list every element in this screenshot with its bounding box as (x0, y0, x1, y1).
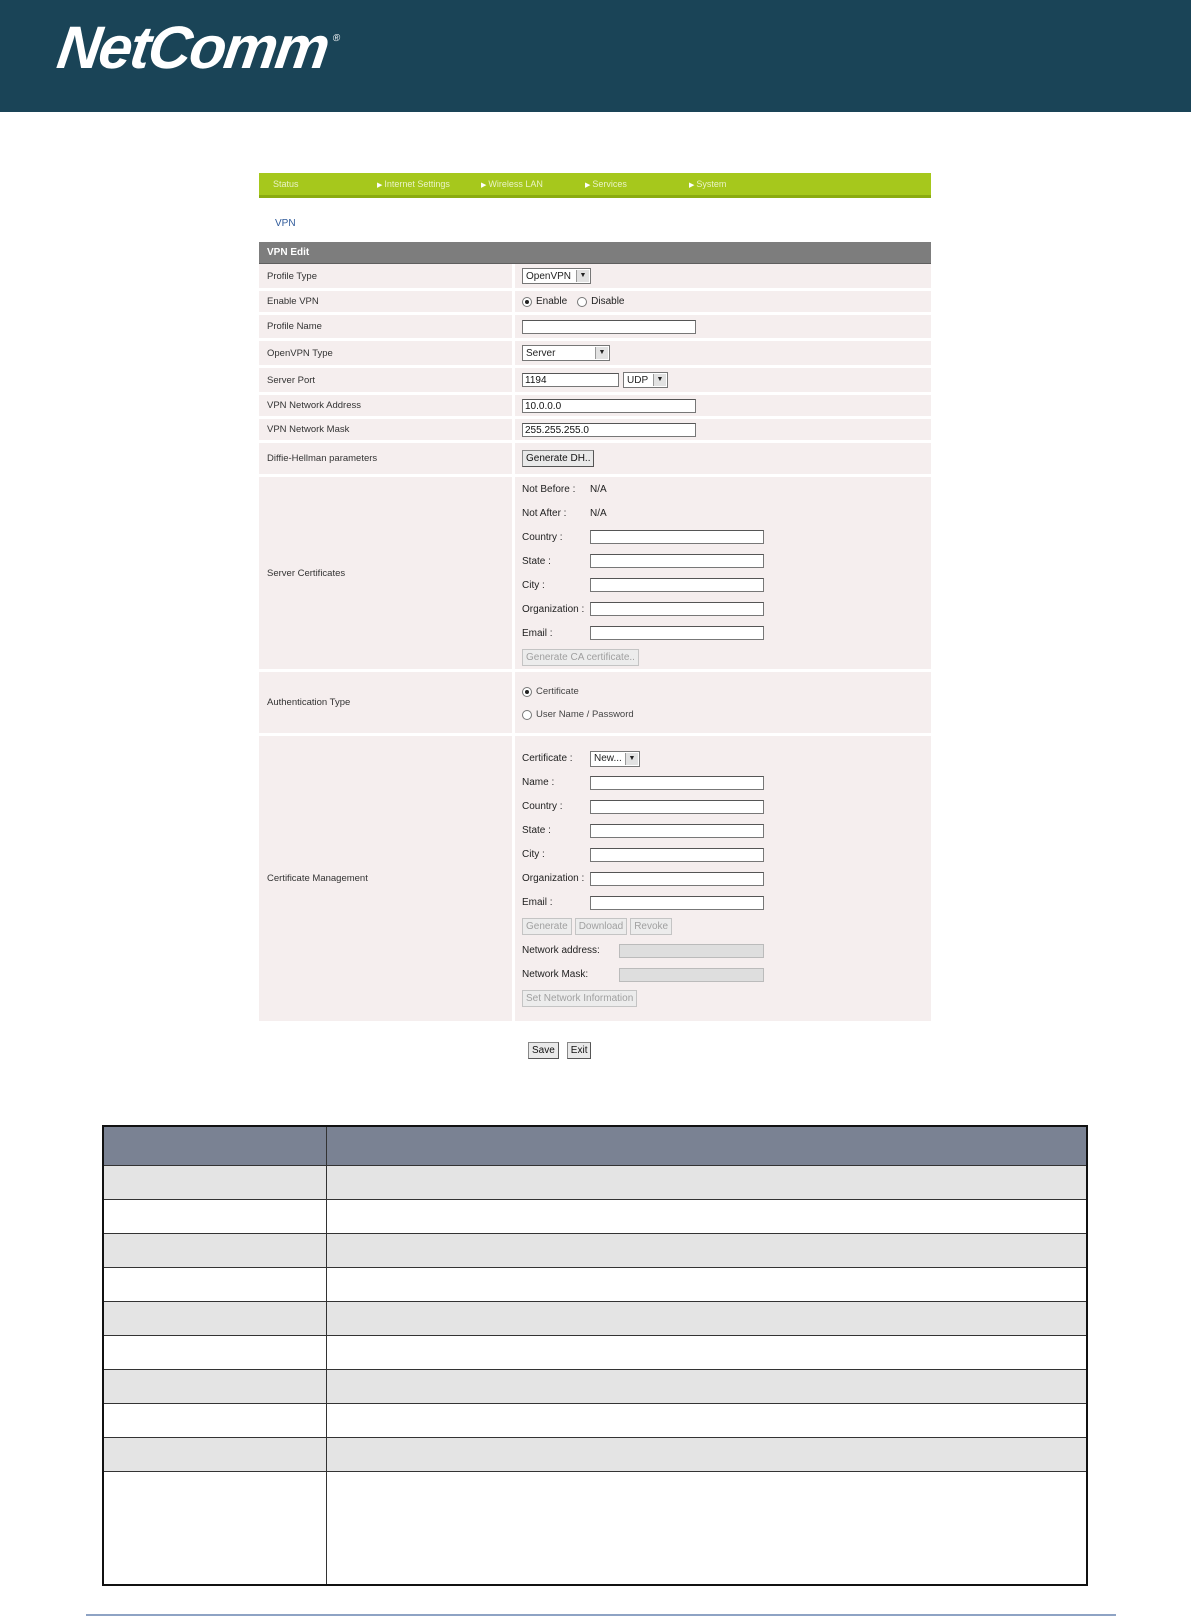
nav-system[interactable]: ▶ System (689, 179, 727, 189)
certificate-management-label: Certificate Management (259, 736, 515, 1021)
generate-button[interactable]: Generate (522, 918, 572, 935)
diffie-hellman-label: Diffie-Hellman parameters (259, 443, 515, 474)
user-password-radio[interactable] (522, 710, 532, 720)
network-address-label: Network address: (522, 945, 600, 956)
settings-description-table (102, 1125, 1088, 1586)
table-row (103, 1404, 1087, 1438)
table-row (103, 1268, 1087, 1302)
protocol-select[interactable]: UDP ▼ (623, 372, 668, 388)
network-address-input[interactable] (619, 944, 764, 958)
enable-radio[interactable] (522, 297, 532, 307)
generate-dh-button[interactable]: Generate DH.. (522, 450, 594, 467)
not-before-label: Not Before : (522, 483, 576, 495)
cert-email-input[interactable] (590, 896, 764, 910)
profile-type-label: Profile Type (259, 264, 515, 288)
dropdown-arrow-icon: ▼ (576, 270, 589, 282)
revoke-button[interactable]: Revoke (630, 918, 672, 935)
server-organization-label: Organization : (522, 603, 585, 615)
not-after-value: N/A (590, 507, 607, 519)
cert-organization-input[interactable] (590, 872, 764, 886)
table-row (103, 1234, 1087, 1268)
table-row (103, 1438, 1087, 1472)
server-state-input[interactable] (590, 554, 764, 568)
cert-email-label: Email : (522, 897, 553, 908)
cert-select-label: Certificate : (522, 753, 573, 764)
breadcrumb[interactable]: VPN (275, 218, 296, 229)
nav-status[interactable]: Status (273, 179, 299, 189)
row-vpn-network-mask (259, 419, 931, 443)
netcomm-logo: NetComm® (53, 14, 339, 81)
document-header (0, 0, 1191, 112)
server-port-label: Server Port (259, 368, 515, 392)
row-certificate-management (259, 736, 931, 1024)
network-mask-input[interactable] (619, 968, 764, 982)
dropdown-arrow-icon: ▼ (595, 347, 608, 359)
profile-name-input[interactable] (522, 320, 696, 334)
certificate-radio-label: Certificate (536, 686, 579, 697)
table-row (103, 1336, 1087, 1370)
vpn-network-address-label: VPN Network Address (259, 395, 515, 416)
cert-name-label: Name : (522, 777, 555, 788)
arrow-right-icon: ▶ (689, 182, 695, 189)
generate-ca-certificate-button[interactable]: Generate CA certificate.. (522, 649, 639, 666)
not-after-label: Not After : (522, 507, 567, 519)
exit-button[interactable]: Exit (567, 1042, 592, 1059)
table-row (103, 1166, 1087, 1200)
cert-state-label: State : (522, 825, 551, 836)
cert-name-input[interactable] (590, 776, 764, 790)
row-diffie-hellman (259, 443, 931, 477)
row-vpn-network-address (259, 395, 931, 419)
cert-organization-label: Organization : (522, 873, 585, 884)
vpn-network-mask-input[interactable]: 255.255.255.0 (522, 423, 696, 437)
row-authentication-type (259, 672, 931, 736)
download-button[interactable]: Download (575, 918, 627, 935)
cert-city-label: City : (522, 849, 545, 860)
disable-radio-label: Disable (591, 296, 625, 307)
server-state-label: State : (522, 555, 551, 567)
table-row (103, 1200, 1087, 1234)
dropdown-arrow-icon: ▼ (625, 753, 638, 765)
row-profile-type (259, 264, 931, 291)
save-button[interactable]: Save (528, 1042, 559, 1059)
server-country-input[interactable] (590, 530, 764, 544)
row-server-port (259, 368, 931, 395)
server-country-label: Country : (522, 531, 563, 543)
certificate-select[interactable]: New... ▼ (590, 751, 640, 767)
enable-radio-label: Enable (536, 296, 568, 307)
router-screenshot (259, 173, 931, 1059)
dropdown-arrow-icon: ▼ (653, 374, 666, 386)
network-mask-label: Network Mask: (522, 969, 589, 980)
nav-wireless-lan[interactable]: ▶ Wireless LAN (481, 179, 543, 189)
cert-city-input[interactable] (590, 848, 764, 862)
table-header-row (103, 1126, 1087, 1166)
table-row (103, 1370, 1087, 1404)
row-server-certificates (259, 477, 931, 672)
not-before-value: N/A (590, 483, 607, 495)
top-nav (259, 173, 931, 198)
section-title: VPN Edit (259, 242, 931, 264)
table-row (103, 1302, 1087, 1336)
nav-internet-settings[interactable]: ▶ Internet Settings (377, 179, 450, 189)
server-certificates-label: Server Certificates (259, 477, 515, 669)
server-city-label: City : (522, 579, 545, 591)
openvpn-type-select[interactable]: Server ▼ (522, 345, 610, 361)
vpn-network-mask-label: VPN Network Mask (259, 419, 515, 440)
openvpn-type-label: OpenVPN Type (259, 341, 515, 365)
cert-state-input[interactable] (590, 824, 764, 838)
user-password-radio-label: User Name / Password (536, 709, 634, 720)
nav-services[interactable]: ▶ Services (585, 179, 627, 189)
table-row (103, 1472, 1087, 1586)
server-organization-input[interactable] (590, 602, 764, 616)
server-port-input[interactable]: 1194 (522, 373, 619, 387)
server-email-input[interactable] (590, 626, 764, 640)
row-openvpn-type (259, 341, 931, 368)
server-city-input[interactable] (590, 578, 764, 592)
enable-vpn-label: Enable VPN (259, 291, 515, 312)
profile-name-label: Profile Name (259, 315, 515, 338)
action-buttons (259, 1042, 931, 1059)
server-email-label: Email : (522, 627, 553, 639)
cert-country-input[interactable] (590, 800, 764, 814)
row-profile-name (259, 315, 931, 341)
certificate-radio[interactable] (522, 687, 532, 697)
row-enable-vpn (259, 291, 931, 315)
arrow-right-icon: ▶ (481, 182, 487, 189)
profile-type-select[interactable]: OpenVPN ▼ (522, 268, 591, 284)
authentication-type-label: Authentication Type (259, 672, 515, 733)
footer-divider (86, 1614, 1116, 1616)
arrow-right-icon: ▶ (377, 182, 383, 189)
disable-radio[interactable] (577, 297, 587, 307)
vpn-network-address-input[interactable]: 10.0.0.0 (522, 399, 696, 413)
arrow-right-icon: ▶ (585, 182, 591, 189)
set-network-information-button[interactable]: Set Network Information (522, 990, 637, 1007)
cert-country-label: Country : (522, 801, 563, 812)
